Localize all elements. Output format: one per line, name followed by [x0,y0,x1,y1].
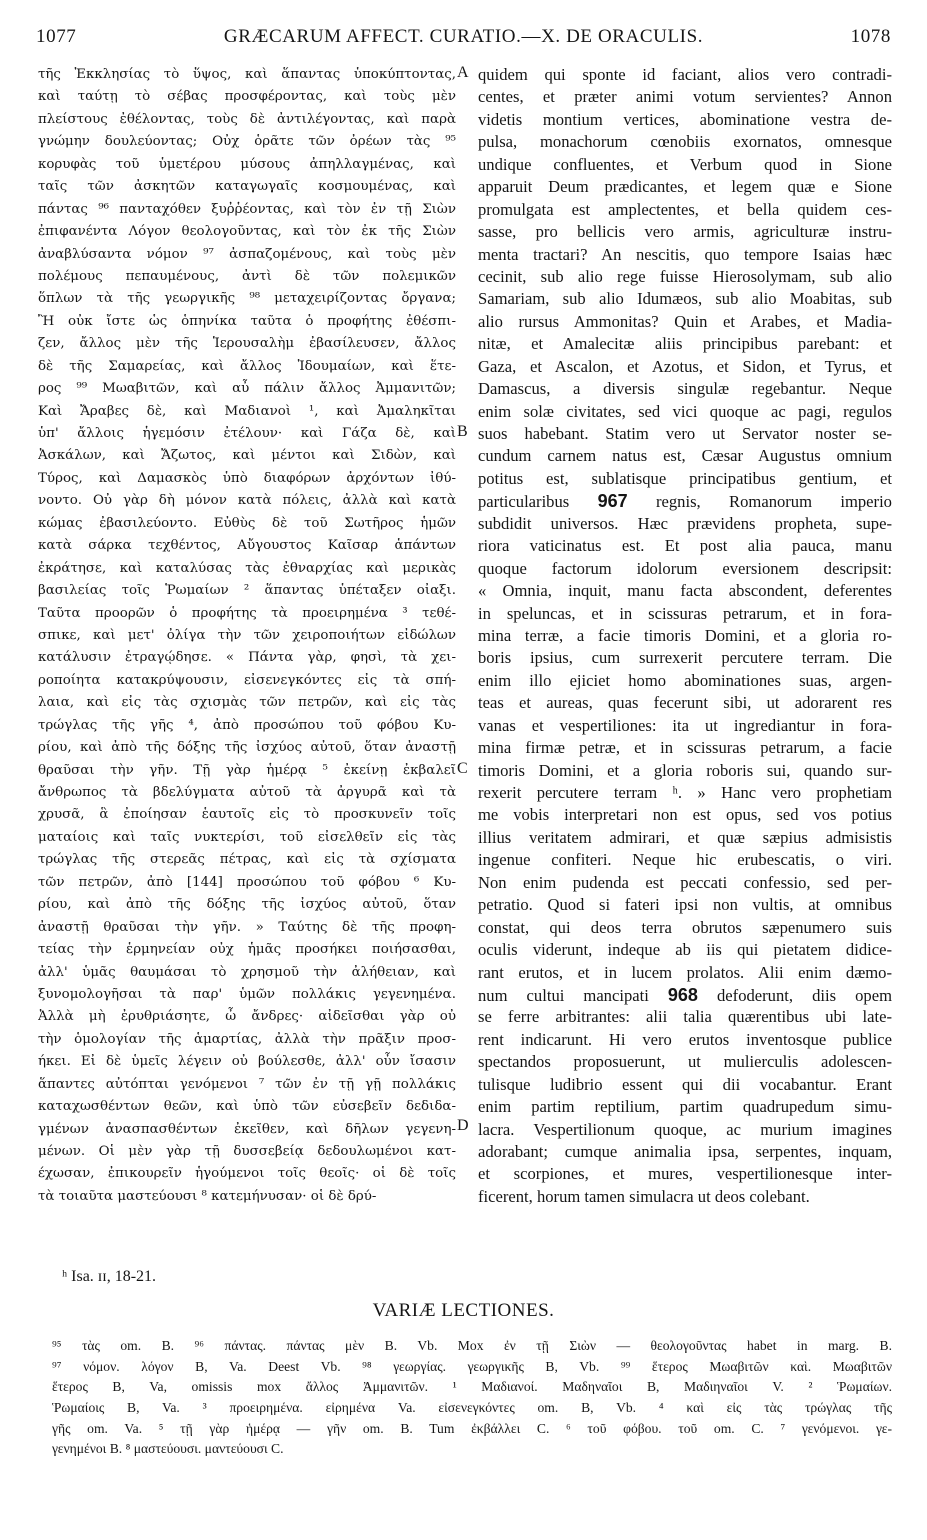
variant-reading-line: γῆς om. Va. ⁵ τῇ γὰρ ἡμέρᾳ — γῆν om. B. Tum ἐκβάλλει C. ⁶ τοῦ φόβου. τοῦ om. C. ⁷ γενόμενοι. γε- [52,1420,892,1436]
latin-text-line: et scorpiones, et mures, vespertilionesque inter- [478,1164,892,1184]
greek-text-line: τείας τὴν ἑρμηνείαν οὐχ ἡμᾶς προσήκει ποιήσασθαι, [38,942,456,958]
latin-text-line: enim illo ejiciet homo abominationes suas, argen- [478,670,892,690]
latin-text-line: centes, et præter animi votum servientes? Annon [478,87,892,107]
latin-text-line: quidem qui sponte id faciant, alios vero contradi- [478,65,892,84]
footnote: ʰ Isa. ɪɪ, 18-21. [62,1268,157,1285]
latin-column [478,64,892,1208]
running-title: GRÆCARUM AFFECT. CURATIO.—X. DE ORACULIS. [223,26,704,47]
latin-text-line: videtis montium vertices, abominatione vestra de- [478,109,892,129]
latin-text-line: alio rursus Ammonitas? Quin et Arabes, et Madia- [478,311,892,331]
latin-text-line: Damascus, a diversis singulæ regebantur. Neque [478,379,892,399]
greek-text-line: μένων. Οἱ μὲν γὰρ τῇ δυσσεβείᾳ δεδουλωμένοι κατ- [38,1144,456,1159]
greek-column [38,64,456,1208]
greek-text-line: ἀλλ' ὑμᾶς θαυμάσαι τὸ χρησμοῦ τὴν ἀλήθειαν, καὶ [38,964,456,980]
latin-text-line: sasse, pro bellicis vero armis, agriculturæ instru- [478,222,892,242]
greek-text-line: νοντο. Οὐ γὰρ δὴ μόνον κατὰ πόλεις, ἀλλὰ καὶ κατὰ [38,493,456,509]
greek-text-line: ὑπ' ἄλλοις ἡγεμόσιν ἐτέλουν· καὶ Γάζα δὲ, καὶ [38,426,456,441]
greek-text-line: ρίου, καὶ ἀπὸ τῆς δόξης τῆς ἰσχύος αὐτοῦ, ὅταν [38,897,456,913]
greek-text-line: τρώγλας τῆς γῆς ⁴, ἀπὸ προσώπου τοῦ φόβου Κυ- [38,717,456,733]
greek-text-line: ἄνθρωπος τὰ βδελύγματα αὐτοῦ τὰ ἀργυρᾶ καὶ τὰ [38,785,456,800]
latin-text-line: rant erutos, et in lucem prolatos. Alii enim dæmo- [478,962,892,982]
latin-text-line: riora vaticinatus est. Et post alia pauca, manu [478,536,892,556]
greek-text-line: ζεν, ἄλλος μὲν τῆς Ἱερουσαλὴμ ἐβασίλευσεν, ἄλλος [38,336,456,352]
greek-text-line: ἅπαντες αὐτόπται γενόμενοι ⁷ τῶν ἐν τῇ γῇ πολλάκις [38,1076,456,1092]
latin-text-line: rent indicarunt. Hi vero erutos inventosque publice [478,1029,892,1049]
page-number-right: 1078 [850,26,891,47]
greek-text-line: κορυφὰς τοῦ ὑμετέρου μύσους ἀπηλλαγμένας, καὶ [38,156,456,172]
greek-text-line: βασιλείας τοῖς Ῥωμαίων ² ἅπαντας ὑπέταξεν οἰαξι. [38,583,456,599]
greek-text-line: ήκει. Εἰ δὲ ὑμεῖς λέγειν οὐ βούλεσθε, ἀλλ' οὖν ἴσασιν [38,1054,456,1070]
latin-text-line: petratio. Quod si fateri ipsi non vultis, at omnibus [478,895,892,915]
greek-text-line: θραῦσαι τὴν γῆν. Τῇ γὰρ ἡμέρᾳ ⁵ ἐκείνῃ ἐκβαλεῖ [38,762,456,778]
greek-text-line: καταχωσθέντων θεῶν, καὶ ὑπὸ τῶν εὐσεβεῖν δεδιδα- [38,1099,456,1115]
greek-text-line: πλείστους ἐθέλοντας, τοὺς δὲ ἀντιλέγοντας, καὶ παρὰ [38,111,456,127]
greek-text-line: Τύρος, καὶ Δαμασκὸς ὑπὸ διαφόρων ἀρχόντων ἰθύ- [38,470,456,486]
greek-text-line: ρος ⁹⁹ Μωαβιτῶν, καὶ αὖ πάλιν ἄλλος Ἀμμανιτῶν; [38,381,456,397]
greek-text-line: ροποίητα κατακρύψουσιν, εἰσενεγκόντες εἰς τὰ σπή- [38,672,456,688]
greek-text-line: ἐπιφανέντα Λόγον θεολογοῦντας, καὶ τὸν ἐκ τῆς Σιὼν [38,224,456,240]
greek-text-line: τῆς Ἐκκλησίας τὸ ὕψος, καὶ ἅπαντας ὑποκύπτοντας, [38,67,456,82]
latin-text-line: rexerit percutere terram ʰ. » Hanc vero prophetiam [478,783,892,802]
latin-text-line: enim solæ civitates, sed vici quoque ac pagi, regulos [478,401,892,421]
margin-letter-b: B [457,423,468,440]
greek-text-line: κατὰ σάρκα τεχθέντος, Αὔγουστος Καῖσαρ ἁπάντων [38,538,456,554]
latin-text-line: oculis viderunt, indeque ab iis qui pietatem didice- [478,940,892,960]
greek-text-line: ἀναστῇ θραῦσαι τὴν γῆν. » Ταύτης δὲ τῆς προφη- [38,919,456,935]
latin-text-line: apparuit Deum prædicantes, et legem quæ e Sione [478,177,892,197]
greek-text-line: κώμας ἐβασιλεύοντο. Εὐθὺς δὲ τοῦ Σωτῆρος ἡμῶν [38,515,456,531]
latin-text-line: ingenue confiteri. Neque hic erubescatis, o viri. [478,850,892,870]
variant-reading-line: γενημένοι B. ⁸ μαστεύουσι. μαντεύουσι C. [52,1441,284,1457]
variant-reading-line: ⁹⁵ τὰς om. B. ⁹⁶ πάντας. πάντας μὲν B. Vb. Mox ἐν τῇ Σιὼν — θεολογοῦντας habet in marg. B. [52,1338,892,1353]
variae-lectiones [52,1336,892,1460]
variant-reading-line: ἕτερος B, Va, omissis mox ἄλλος Ἀμμανιτῶν. ¹ Μαδιανοί. Μαδηναῖοι B, Μαδιηναῖοι V. ² Ῥωμαίων. [52,1379,892,1395]
latin-text-line: potitus est, sublatisque principatibus gentium, et [478,468,892,488]
latin-text-line: promulgata est amplectentes, et bella quidem ces- [478,199,892,219]
greek-text-line: λαια, καὶ εἰς τὰς σχισμὰς τῶν πετρῶν, καὶ εἰς τὰς [38,695,456,711]
latin-text-line: cundum carnem natus est, Cæsar Augustus omnium [478,446,892,466]
greek-text-line: τὴν ὁμολογίαν τῆς ἁμαρτίας, ἀλλὰ τὴν πρᾶξιν προσ- [38,1031,456,1047]
greek-text-line: χρυσᾶ, ἃ ἐποίησαν ἑαυτοῖς εἰς τὸ προσκυνεῖν τοῖς [38,807,456,823]
margin-letter-c: C [457,760,468,777]
latin-text-line: illius veritatem admirari, et quæ sæpius admisistis [478,827,892,847]
latin-text-line: adorabant; cumque animalia ipsa, serpentes, inquam, [478,1142,892,1161]
greek-text-line: Ἀλλὰ μὴ ἐρυθριάσητε, ὦ ἄνδρες· αἰδεῖσθαι γὰρ οὐ [38,1009,456,1025]
latin-text-line: lacra. Vespertilionum quoque, ac murium imagines [478,1119,892,1139]
latin-text-line: enim partim reptilium, partim quadrupedum simu- [478,1097,892,1117]
greek-text-line: Ἢ οὐκ ἴστε ὡς ὁπηνίκα ταῦτα ὁ προφήτης ἐθέσπι- [38,313,456,329]
greek-text-line: έχωσαν, ἐπικουρεῖν ἡγούμενοι τοῖς θεοῖς· οἱ δὲ τοῖς [38,1166,456,1182]
latin-text-line: quoque factorum idolorum eversionem descripsit: [478,558,892,578]
latin-text-line: particularibus 967 regnis, Romanorum imperio [478,491,892,512]
greek-text-line: γμένων ἀνασπασθέντων ἐκεῖθεν, καὶ δῆλων γεγενη- [38,1121,456,1137]
latin-text-line: subdidit universos. Hæc prævidens propheta, supe- [478,513,892,533]
latin-text-line: constat, qui deos terra obrutos sæpenumero suis [478,917,892,937]
latin-text-line: Non enim pudenda est peccati confessio, sed per- [478,872,892,892]
column-number: 967 [597,491,628,512]
latin-text-line: mina terræ, a facie timoris Domini, et a gloria ro- [478,625,892,645]
latin-text-line: timoris Domini, et a gloria roboris sui, quando sur- [478,760,892,780]
greek-text-line: ταῖς τῶν ἀσκητῶν καταγωγαῖς κοσμουμένας, καὶ [38,179,456,195]
greek-text-line: τρώγλας τῆς στερεᾶς πέτρας, καὶ εἰς τὰ σχίσματα [38,852,456,868]
greek-text-line: καὶ ταύτῃ τὸ σέβας προσφέροντας, καὶ τοὺς μὲν [38,89,456,105]
latin-text-line: menta tractari? An nescitis, quo tempore Isaias hæc [478,244,892,264]
latin-text-line: cecinit, sub alio rege fuisse Hierosolymam, sub alio [478,266,892,286]
greek-text-line: δὲ τῆς Σαμαρείας, καὶ ἄλλος Ἰδουμαίων, καὶ ἕτε- [38,358,456,374]
latin-text-line: « Omnia, inquit, manu facta abscondent, deferentes [478,581,892,601]
column-number: 968 [667,984,698,1005]
greek-text-line: τῶν πετρῶν, ἀπὸ [144] προσώπου τοῦ φόβου ⁶ Κυ- [38,874,456,890]
greek-text-line: τὰ τοιαῦτα μαστεύουσι ⁸ κατεμήνυσαν· οἱ δὲ δρύ- [38,1188,377,1204]
latin-text-line: se ferre arbitrantes: alii talia quærentibus ubi late- [478,1007,892,1027]
greek-text-line: γνώμην δουλεύοντας; Οὐχ ὁρᾶτε τῶν ὀρέων τὰς ⁹⁵ [38,134,456,150]
greek-text-line: Ταῦτα προορῶν ὁ προφήτης τὰ προειρημένα ³ τεθέ- [38,605,456,621]
greek-text-line: ἐκράτησε, καὶ καταλύσας τὰς ἐθναρχίας καὶ μερικὰς [38,560,456,576]
latin-text-line: Samariam, sub alio Idumæos, sub alio Moabitas, sub [478,289,892,309]
latin-text-line: num cultui mancipati 968 defoderunt, diis opem [478,984,892,1005]
greek-text-line: πάντας ⁹⁶ πανταχόθεν ξυῤῥέοντας, καὶ τὸν ἐν τῇ Σιὼν [38,201,456,217]
variant-reading-line: Ῥωμαίοις B, Va. ³ προειρημένα. εἰρημένα Va. εἰσενεγκόντες om. B, Vb. ⁴ καὶ εἰς τὰς τρώγλας τῆς [52,1400,892,1416]
greek-text-line: ὅπλων τὰ τῆς γεωργικῆς ⁹⁸ μεταχειρίζοντας ὄργανα; [38,291,456,307]
margin-letter-a: A [457,64,469,81]
latin-text-line: Gaza, et Ascalon, et Azotus, et Sidon, et Tyrus, et [478,356,892,376]
latin-text-line: nitæ, et Amalecitæ aliis principibus parebant: et [478,334,892,354]
latin-text-line: vanas et vespertiliones: ita ut ingrediantur in fora- [478,715,892,735]
greek-text-line: κατάλυσιν ἐτραγῴδησε. « Πάντα γὰρ, φησὶ, τὰ χει- [38,650,456,666]
latin-text-line: teas et aureas, quas fecerunt sibi, ut adorarent res [478,693,892,713]
latin-text-line: ficerent, horum tamen simulacra ut deos colebant. [478,1186,810,1206]
latin-text-line: mina firmæ petræ, et in scissuras petrarum, a facie [478,738,892,758]
greek-text-line: πολέμους πεπαυμένους, ἀντὶ δὲ τῶν πολεμικῶν [38,268,456,284]
variant-reading-line: ⁹⁷ νόμον. λόγον B, Va. Deest Vb. ⁹⁸ γεωργίας. γεωργικῆς B, Vb. ⁹⁹ ἕτερος Μωαβιτῶν καὶ. Μωαβιτῶν [52,1358,892,1374]
latin-text-line: tulisque ludibrio essent qui dii vocabantur. Erant [478,1074,892,1094]
latin-text-line: undique confluentes, et Verbum quod in Sione [478,154,892,174]
latin-text-line: suos habebant. Statim vero ut Servator noster se- [478,424,892,443]
greek-text-line: ἀναβλύσαντα νόμον ⁹⁷ ἀσπαζομένους, καὶ τοὺς μὲν [38,246,456,262]
greek-text-line: Καὶ Ἄραβες δὲ, καὶ Μαδιανοὶ ¹, καὶ Ἀμαληκῖται [38,403,456,419]
latin-text-line: boris ipsius, cum surrexerit percutere terram. Die [478,648,892,668]
greek-text-line: ρίου, καὶ ἀπὸ τῆς δόξης τῆς ἰσχύος αὐτοῦ, ὅταν ἀναστῇ [38,740,456,756]
greek-text-line: Ἀσκάλων, καὶ Ἄζωτος, καὶ μέντοι καὶ Σιδὼν, καὶ [38,448,456,464]
latin-text-line: in speluncas, et in scissuras petrarum, et in fora- [478,603,892,623]
latin-text-line: pulsa, monachorum cœnobiis exornatos, omnesque [478,132,892,152]
greek-text-line: σπικε, καὶ μετ' ὀλίγα τὴν τῶν χειροποιήτων εἰδώλων [38,627,456,643]
margin-letter-d: D [457,1117,469,1134]
latin-text-line: spectandos proposuerunt, ut mulierculis adolescen- [478,1052,892,1072]
greek-text-line: ξυνομολογῆσαι τὰ παρ' ὑμῶν πολλάκις γεγενημένα. [38,986,456,1002]
running-header [30,26,897,62]
variae-lectiones-title: VARIÆ LECTIONES. [372,1300,555,1321]
latin-text-line: me vobis interpretari non est opus, sed vos potius [478,805,892,825]
greek-text-line: ματαίοις καὶ ταῖς νυκτερίσι, τοῦ εἰσελθεῖν εἰς τὰς [38,829,456,845]
page-number-left: 1077 [36,26,77,47]
